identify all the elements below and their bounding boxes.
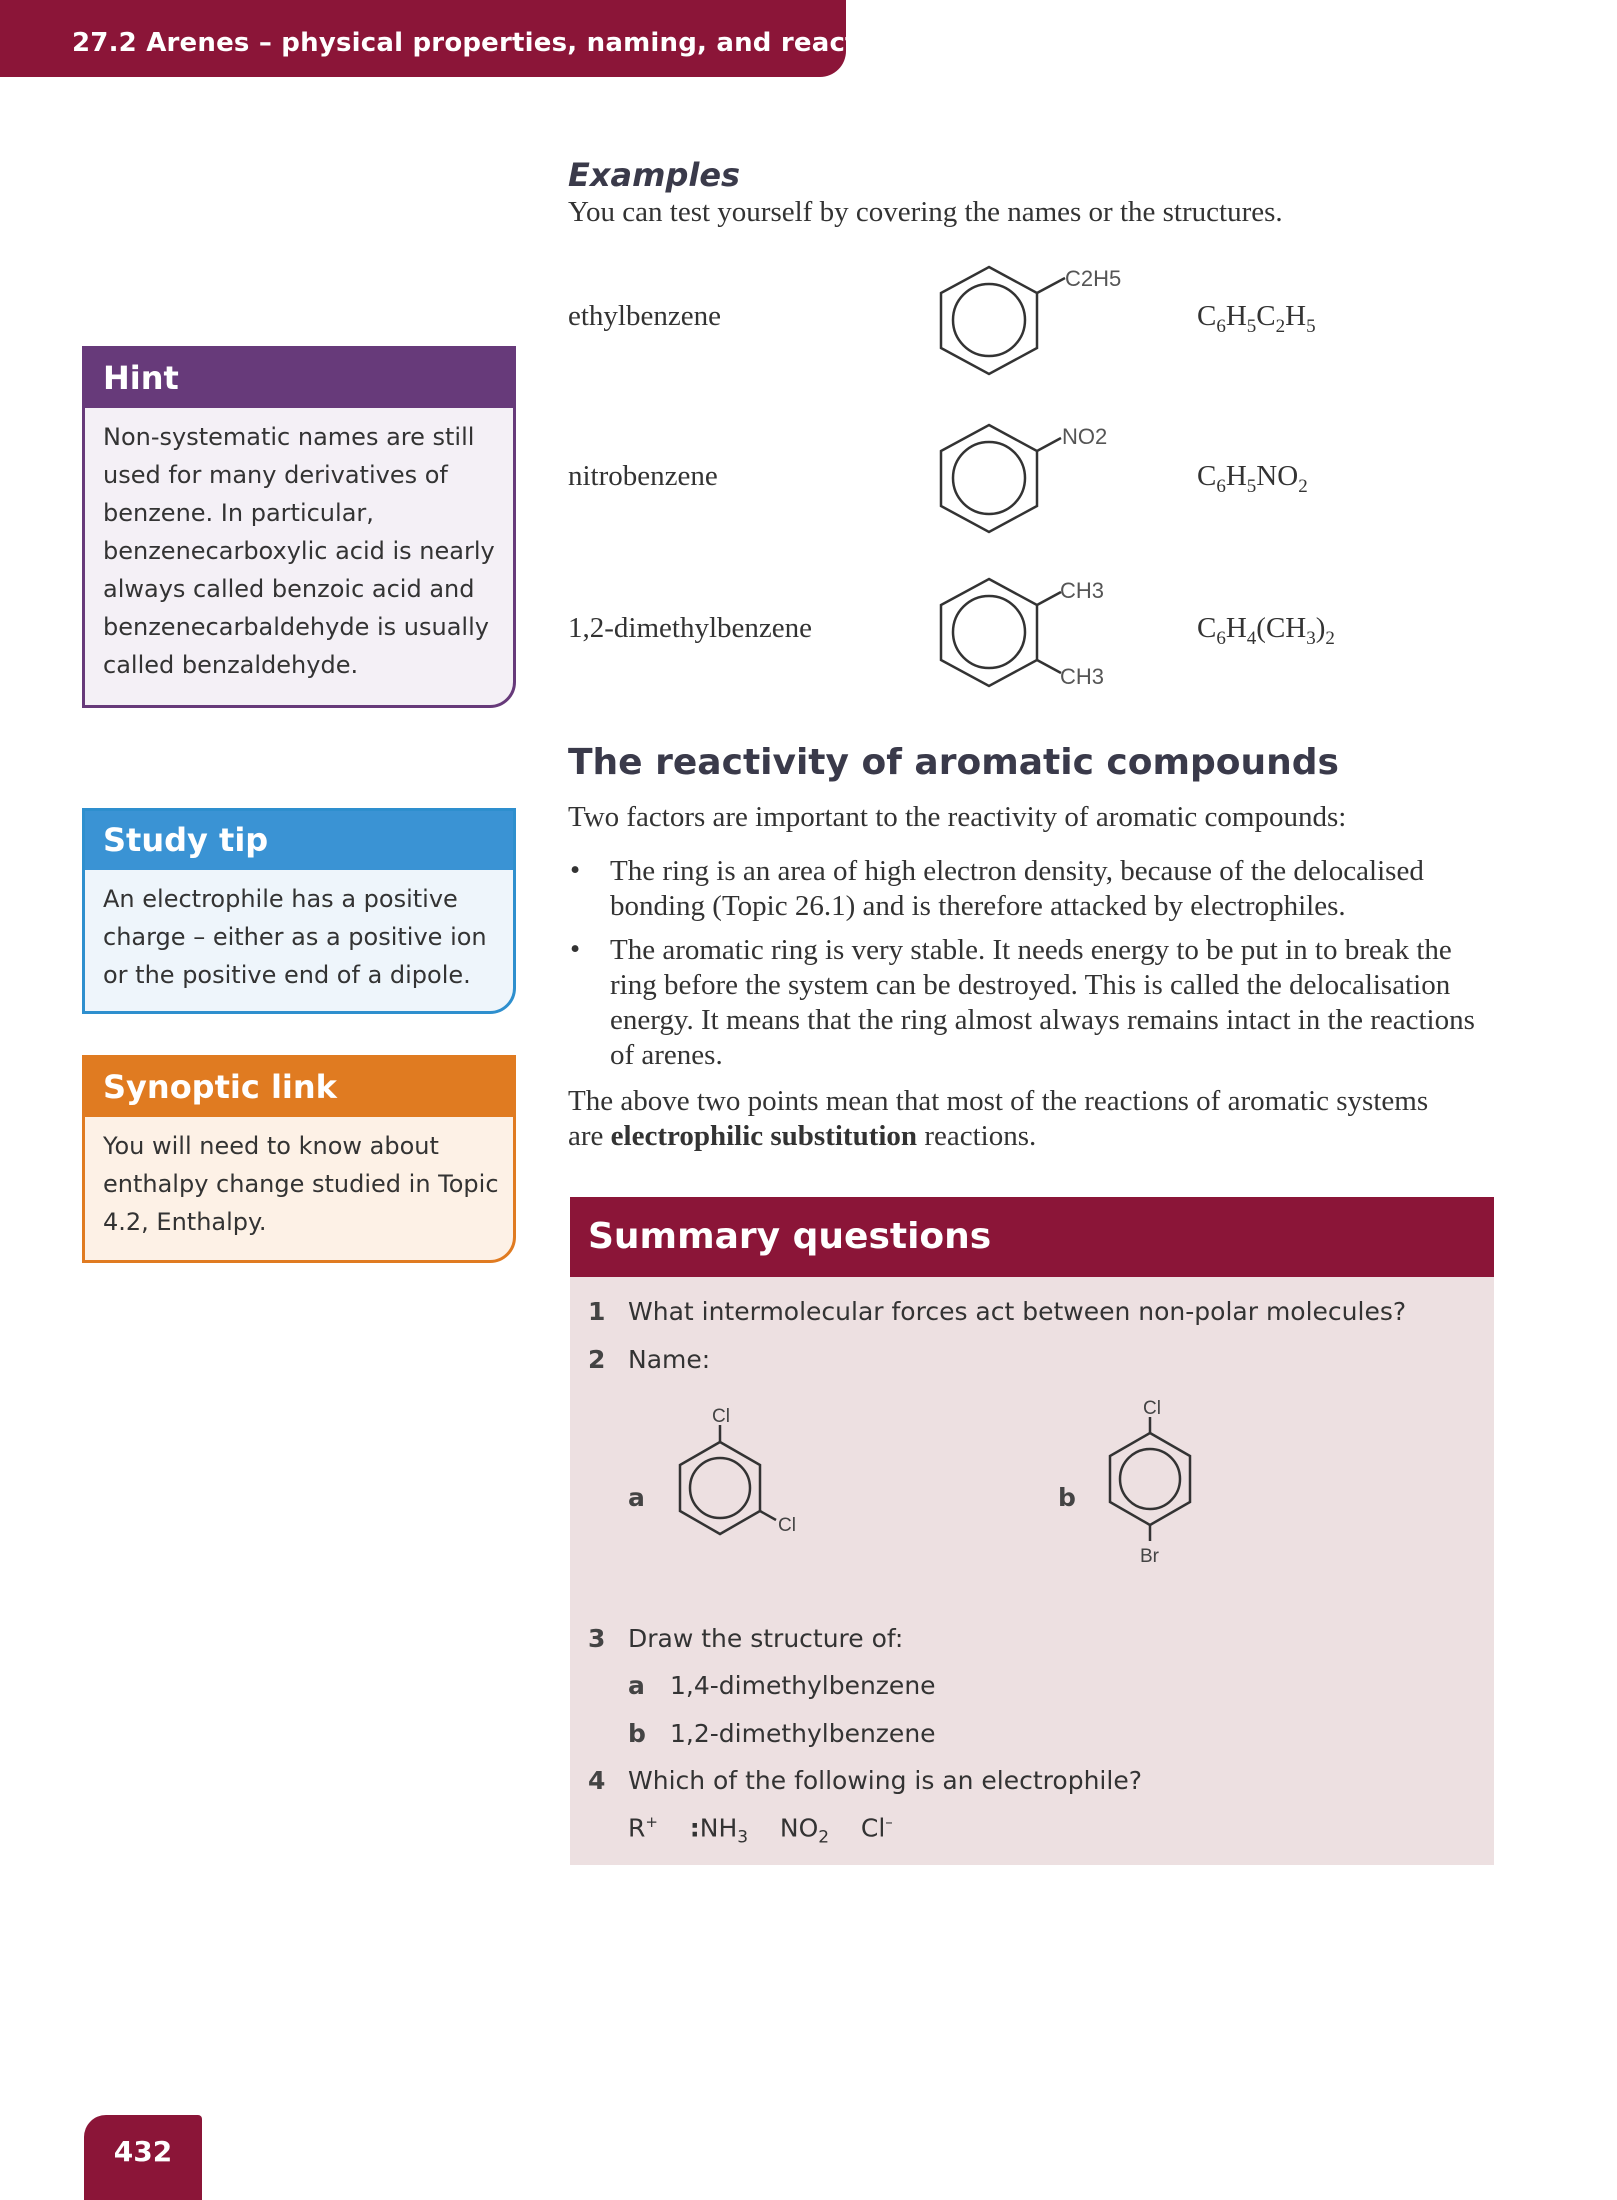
study-tip-box (82, 808, 516, 1014)
synoptic-link-title: Synoptic link (85, 1058, 513, 1117)
study-tip-title: Study tip (85, 811, 513, 870)
chapter-title: 27.2 Arenes – physical properties, naming, and reactivity (72, 28, 923, 58)
substituent-label: Cl (778, 1515, 796, 1536)
hint-body: Non-systematic names are still used for many derivatives of benzene. In particular, benzenecarboxylic acid is nearly always called benzoic acid and benzenecarbaldehyde is usually called benzaldehyde. (103, 423, 495, 679)
question-text: What intermolecular forces act between non-polar molecules? (628, 1297, 1407, 1326)
page-number: 432 (113, 2135, 173, 2168)
hint-title: Hint (85, 349, 513, 408)
study-tip-body: An electrophile has a positive charge – either as a positive ion or the positive end of a dipole. (103, 885, 487, 989)
substituent-label: C2H5 (1065, 266, 1122, 291)
section-conclusion (568, 1084, 1468, 1154)
question-number: 1 (588, 1297, 606, 1326)
substituent-label: NO2 (1062, 424, 1108, 449)
question-number: 4 (588, 1766, 606, 1795)
substituent-label: CH3 (1060, 664, 1105, 689)
summary-questions-box (570, 1197, 1494, 1865)
sub-question-label: b (628, 1719, 646, 1748)
substituent-label: Cl (712, 1407, 730, 1427)
question-text: Which of the following is an electrophile? (628, 1766, 1142, 1795)
bullet-icon: • (570, 854, 581, 886)
dichlorobenzene-structure (660, 1407, 840, 1557)
question-number: 3 (588, 1624, 606, 1653)
bromochlorobenzene-structure (1090, 1399, 1250, 1569)
examples-intro: You can test yourself by covering the names or the structures. (568, 196, 1283, 228)
example-formula: $C_6H_5C_2H_5$ (1197, 300, 1316, 337)
page-number-tab (84, 2115, 202, 2200)
example-formula: $C_6H_5NO_2$ (1197, 460, 1308, 497)
conclusion-text: reactions. (917, 1120, 1037, 1152)
dimethylbenzene-structure (935, 572, 1135, 702)
answer-options: R+ $:NH_3$ $NO_2$ Cl– (628, 1813, 893, 1848)
question-number: 2 (588, 1345, 606, 1374)
bullet-point: The aromatic ring is very stable. It needs energy to be put in to break the ring before the system can be destroyed. This is called the delocalisation energy. It means that the ring almost always remains intact in the reactions of arenes. (610, 934, 1475, 1071)
bullet-point: The ring is an area of high electron density, because of the delocalised bonding (Topic 26.1) and is therefore attacked by electrophiles. (610, 855, 1424, 922)
summary-title: Summary questions (570, 1197, 1494, 1277)
question-text: Draw the structure of: (628, 1624, 904, 1653)
substituent-label: CH3 (1060, 578, 1105, 603)
example-name: nitrobenzene (568, 460, 718, 492)
synoptic-link-body: You will need to know about enthalpy change studied in Topic 4.2, Enthalpy. (103, 1132, 499, 1236)
sub-question-label: b (1058, 1483, 1076, 1512)
section-heading: The reactivity of aromatic compounds (568, 742, 1339, 783)
example-name: 1,2-dimethylbenzene (568, 612, 812, 644)
key-term: electrophilic substitution (610, 1120, 918, 1152)
example-name: ethylbenzene (568, 300, 721, 332)
substituent-label: Br (1140, 1546, 1159, 1567)
chapter-header (0, 0, 923, 77)
sub-question-label: a (628, 1483, 645, 1512)
synoptic-link-box (82, 1055, 516, 1263)
conclusion-text: The above two points mean that most of the reactions of aromatic systems are (568, 1085, 1429, 1152)
nitrobenzene-structure (935, 418, 1135, 548)
section-intro: Two factors are important to the reactivity of aromatic compounds: (568, 801, 1347, 833)
bullet-icon: • (570, 933, 581, 965)
question-text: Name: (628, 1345, 711, 1374)
substituent-label: Cl (1143, 1399, 1161, 1419)
sub-question-text: 1,4-dimethylbenzene (670, 1671, 936, 1700)
example-formula: $C_6H_4(CH_3)_2$ (1197, 612, 1335, 649)
hint-box (82, 346, 516, 708)
examples-heading: Examples (568, 156, 741, 194)
ethylbenzene-structure (935, 260, 1135, 390)
sub-question-label: a (628, 1671, 645, 1700)
sub-question-text: 1,2-dimethylbenzene (670, 1719, 936, 1748)
